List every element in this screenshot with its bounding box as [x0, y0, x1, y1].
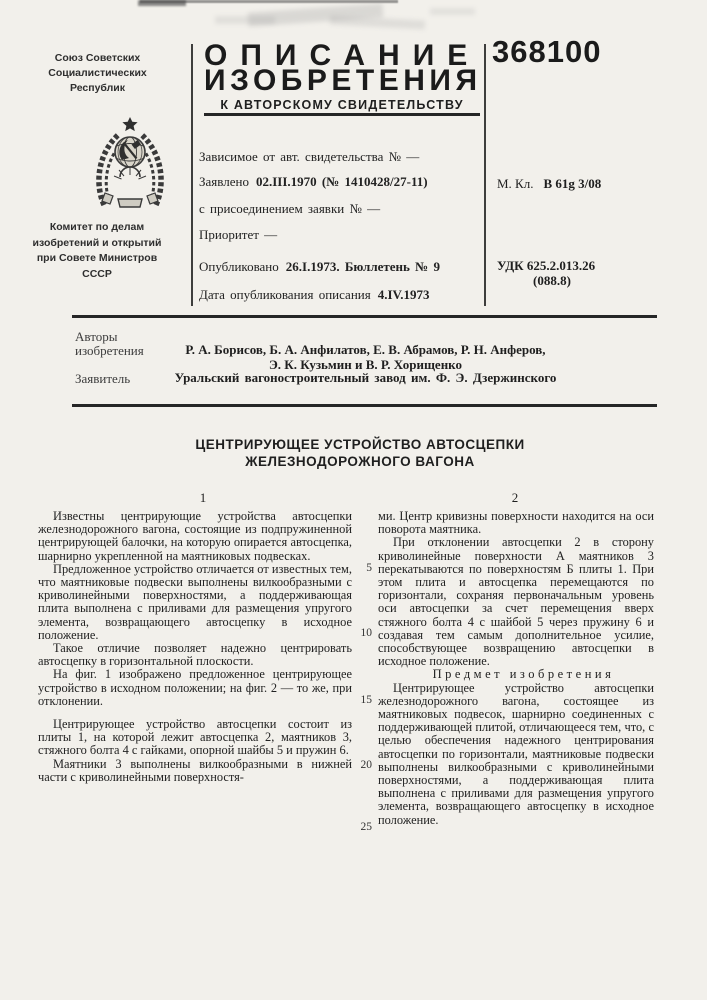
- authors-names-line2: Э. К. Кузьмин и В. Р. Хорищенко: [268, 357, 463, 372]
- ink-smudge: [215, 16, 275, 24]
- authors-names-line1: Р. А. Борисов, Б. А. Анфилатов, Е. В. Абрамов, Р. Н. Анферов,: [185, 342, 546, 357]
- invention-title-line1: ЦЕНТРИРУЮЩЕЕ УСТРОЙСТВО АВТОСЦЕПКИ: [195, 437, 525, 452]
- doc-subtype-title: К АВТОРСКОМУ СВИДЕТЕЛЬСТВУ: [220, 98, 464, 112]
- issuing-state-name: [30, 51, 165, 96]
- applicant-name: Уральский вагоностроительный завод им. Ф. Э. Дзержинского: [174, 370, 557, 385]
- invention-title-line2: ЖЕЛЕЗНОДОРОЖНОГО ВАГОНА: [245, 454, 475, 469]
- divider-rule-bottom: [72, 404, 657, 407]
- international-class-label: М. Кл.: [497, 176, 534, 191]
- filing-value: 02.III.1970 (№ 1410428/27-11): [255, 174, 428, 189]
- authors-label-line2: изобретения: [75, 343, 144, 358]
- joined-application-row: с присоединением заявки № —: [199, 201, 381, 216]
- line-number: 10: [360, 627, 372, 639]
- scan-edge-artifact: [138, 0, 186, 6]
- published-label: Опубликовано: [199, 259, 279, 274]
- line-number: 5: [366, 562, 372, 574]
- international-class-row: [497, 176, 601, 192]
- committee-name: [22, 220, 172, 282]
- issuing-state-line: Республик: [69, 82, 126, 94]
- publication-date-value: 4.IV.1973: [377, 287, 430, 302]
- line-number: 25: [360, 821, 372, 833]
- priority-row: Приоритет —: [199, 227, 278, 242]
- line-number: 20: [360, 759, 372, 771]
- paragraph: ми. Центр кривизны поверхности находится на оси поворота маятника.: [378, 509, 654, 537]
- authors-label-line1: Авторы: [75, 329, 118, 344]
- committee-line: СССР: [82, 267, 112, 280]
- authors-names: [168, 342, 563, 372]
- divider-rule-top: [72, 315, 657, 318]
- filing-row: [199, 174, 483, 190]
- paragraph: Предложенное устройство отличается от известных тем, что маятниковые подвески выполнены вилкообразными с криволинейными поверхностями, а поддерживающая плита выполнена с приливами для размещения упругого элемента, возвращающего автосцепку в исходное положение.: [38, 561, 352, 642]
- issuing-state-line: Социалистических: [48, 67, 147, 79]
- committee-line: Комитет по делам: [49, 221, 145, 233]
- udk-line2: (088.8): [533, 272, 571, 288]
- body-column-2: [378, 510, 654, 827]
- ussr-coat-of-arms-icon: [88, 114, 172, 212]
- paragraph: Такое отличие позволяет надежно центрировать автосцепку в горизонтальной плоскости.: [38, 641, 352, 669]
- filing-label: Заявлено: [199, 174, 249, 189]
- ink-smudge: [330, 16, 425, 30]
- applicant-label: Заявитель: [75, 371, 131, 386]
- committee-line: изобретений и открытий: [32, 236, 162, 249]
- body-column-1: [38, 510, 352, 784]
- invention-title: [60, 436, 660, 470]
- header-column-rule-left: [191, 44, 193, 306]
- paragraph: На фиг. 1 изображено предложенное центрирующее устройство в исходном положении; на фиг. 2 — то же, при отклонении.: [38, 667, 352, 708]
- international-class-value: В 61g 3/08: [543, 176, 602, 191]
- claims-heading: Предмет изобретения: [432, 667, 615, 682]
- paragraph: При отклонении автосцепки 2 в сторону криволинейные поверхности А маятников 3 перекатываются по поверхностям Б плиты 1. При этом плита и автосцепка перемещаются по горизонтали, сохраняя первоначальным уровень оси автосцепки за счет перемещения вверх стяжного болта 4 с шайбой 5 через пружину 6 и создавая тем самым дополнительное усилие, способствующее возвращению автосцепки в исходное положение.: [378, 535, 654, 669]
- patent-number: 368100: [492, 34, 602, 69]
- doc-type-title-line1: ОПИСАНИЕ: [204, 39, 481, 72]
- issuing-state-line: Союз Советских: [54, 52, 141, 64]
- paragraph: Маятники 3 выполнены вилкообразными в нижней части с криволинейными поверхностя-: [38, 756, 352, 784]
- paragraph: Центрирующее устройство автосцепки железнодорожного вагона, состоящее из маятниковых подвесок, шарнирно соединенных с поддерживающей плитой, отличающееся тем, что, с целью обеспечения надежного центрирования автосцепки по горизонтали, маятниковые подвески выполнены вилкообразными с криволинейными поверхностями, а поддерживающая плита выполнена с приливами для размещения упругого элемента, возвращающего автосцепку в исходное положение.: [378, 680, 654, 827]
- publication-date-label: Дата опубликования описания: [199, 287, 371, 302]
- line-number: 15: [360, 694, 372, 706]
- doc-type-title-line2: ИЗОБРЕТЕНИЯ: [204, 64, 482, 97]
- publication-date-row: [199, 287, 483, 303]
- published-row: [199, 259, 483, 275]
- subtype-underline: [204, 113, 480, 116]
- udk-line1: УДК 625.2.013.26: [497, 258, 596, 273]
- column-2-marker: 2: [511, 490, 519, 505]
- udk-classification: [497, 259, 595, 288]
- column-1-marker: 1: [199, 490, 207, 505]
- published-value: 26.I.1973. Бюллетень № 9: [285, 259, 440, 274]
- header-column-rule-right: [484, 44, 486, 306]
- paragraph: Известны центрирующие устройства автосцепки железнодорожного вагона, состоящие из подпружиненной центрирующей балочки, на которую опирается автосцепка, шарнирно укрепленной на маятниковых подвесках.: [38, 509, 352, 563]
- ink-smudge: [430, 8, 475, 15]
- paragraph: Центрирующее устройство автосцепки состоит из плиты 1, на которой лежит автосцепка 2, маятников 3, стяжного болта 4 с гайками, опорной шайбы 5 и пружин 6.: [38, 717, 352, 758]
- dependent-certificate-row: Зависимое от авт. свидетельства № —: [199, 149, 420, 164]
- committee-line: при Совете Министров: [36, 252, 158, 264]
